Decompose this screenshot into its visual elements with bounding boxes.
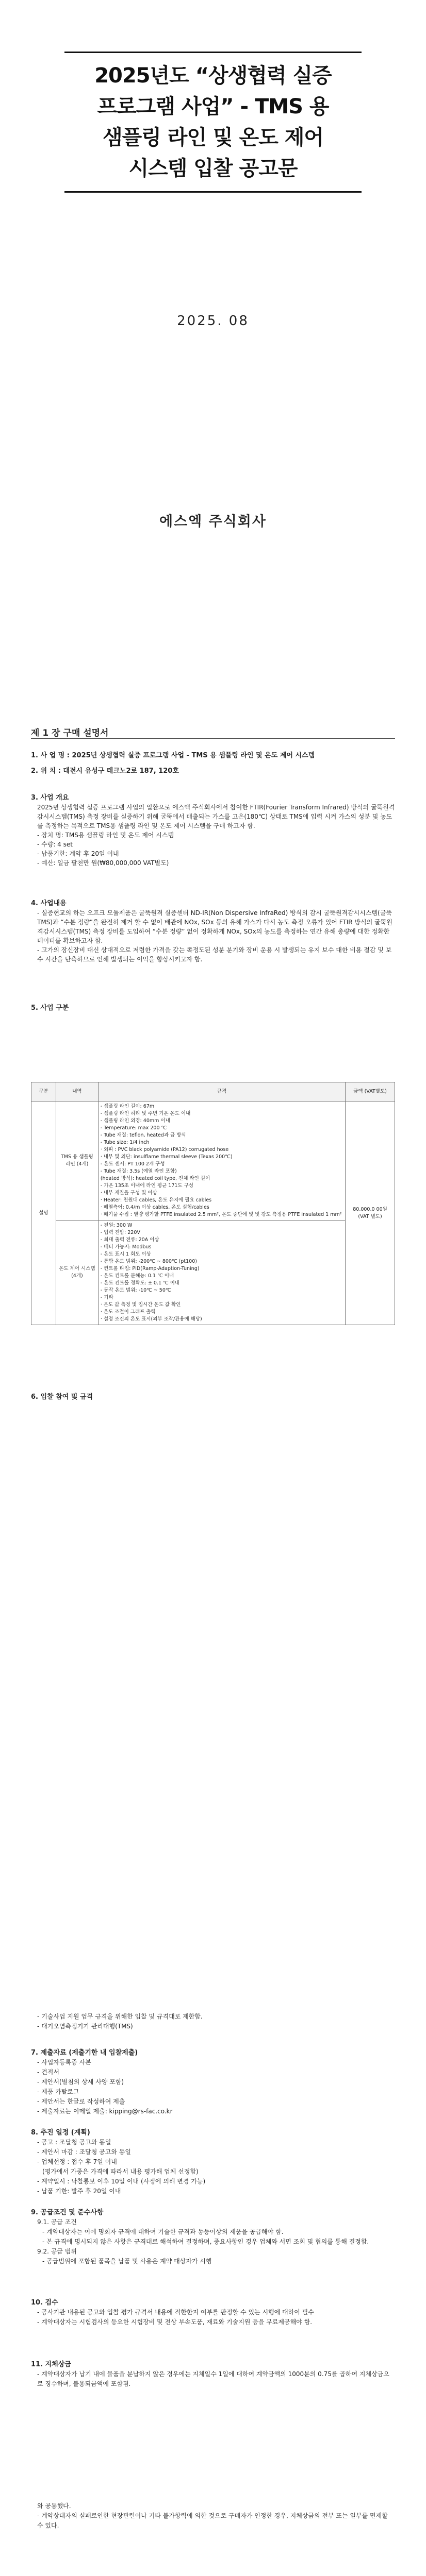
section-7-item: - 제품 카탈로그: [37, 2088, 79, 2095]
section-9-item: 9.2. 공급 범위: [37, 2248, 77, 2255]
spec-line: · Heater: 천원대 cables, 온도 유지에 필요 cables: [100, 1197, 212, 1203]
section-9: [31, 2208, 395, 2266]
section-6-heading: 6. 입찰 참여 및 규격: [31, 1393, 93, 1401]
spec-line: - Temperature: max 200 ℃: [100, 1125, 167, 1131]
spec-line: - 최대 출력 전류: 20A 이상: [100, 1237, 159, 1243]
title-line-4: 시스템 입찰 공고문: [128, 157, 298, 180]
spec-line: - 동작 온도 범위: -10℃ ~ 50℃: [100, 1287, 171, 1293]
section-3-body: 2025년 상생협력 실증 프로그램 사업의 일환으로 에스엑 주식회사에서 참여한 FTIR(Fourier Transform Infrared) 방식의 굴뚝원격감시시스템(TMS) 측정 장비를 실증하기 위해 굴뚝에서 배출되는 가스를 고온(180℃) 상태로 TMS에 입력 시켜 가스의 성분 및 농도를 측정하는 목적으로 TMS용 샘플링 라인 및 온도 제어 시스템을 구매 하고자 함.: [37, 804, 395, 829]
amount-cell: 80,000,0 00원 (VAT 별도): [346, 1101, 395, 1325]
spec-line: - 샘플링 라인 허리 및 주변 기온 온도 이내: [100, 1111, 191, 1116]
section-11-item: - 계약대상자가 납기 내에 물품을 분납하지 않은 경우에는 지체일수 1일에 대하여 계약금액의 1000분의 0.75를 곱하여 지체상금으로 징수하며, 불용되금액에 포함됨.: [37, 2370, 389, 2387]
section-3-item: - 수량: 4 set: [37, 841, 73, 848]
project-location: 2. 위 치 : 대전시 유성구 테크노2로 187, 120호: [31, 767, 179, 775]
title-box: [64, 52, 362, 193]
spec-line: - Tube 재질: 3.5s (예열 라인 포함): [100, 1168, 177, 1174]
spec-line: - 입력 전압: 220V: [100, 1230, 140, 1235]
section-3-item: - 예산: 일금 팔천만 원(₩80,000,000 VAT별도): [37, 859, 169, 867]
continued-line: - 계약상대자의 실패로인한 현장관련이나 기타 불가항력에 의한 것으로 구매자가 인정한 경우, 지체상금의 전부 또는 일부를 면제할 수 있다.: [37, 2512, 388, 2529]
section-7-item: - 제안서(별첨의 상세 사양 포함): [37, 2078, 124, 2086]
section-7-heading: 7. 제출자료 (제출기한 내 입찰제출): [31, 2049, 138, 2057]
spec-line: - 온도 표시 1 회도 이상: [100, 1251, 151, 1257]
spec-line: - Tube size: 1/4 inch: [100, 1140, 150, 1145]
spec-line: · 내부 및 외단: insulflame thermal sleeve (Texas 200℃): [100, 1154, 233, 1160]
project-name: 1. 사 업 명 : 2025년 상생협력 실증 프로그램 사업 - TMS 용 샘플링 라인 및 온도 제어 시스템: [31, 752, 315, 759]
issue-date: 2025. 08: [177, 313, 249, 329]
section-7: [31, 2048, 395, 2116]
table-header: 규격: [98, 1082, 345, 1101]
title-line-1: 2025년도 “상생협력 실증: [94, 64, 332, 88]
spec-cell: [98, 1221, 345, 1325]
section-8-item: - 공고 : 조달청 공고와 동일: [37, 2139, 111, 2146]
spec-line: - 샘플링 라인 외경: 40mm 이내: [100, 1118, 170, 1124]
section-4-item: - 실증현교의 하는 오프크 모듈제품은 굴뚝원격 실증센터 ND-IR(Non Dispersive InfraRed) 방식의 감시 굴뚝원격감시시스템(굴뚝TMS)과 “수분 정량”을 완전히 제거 할 수 없이 배관에 NOx, SOx 등의 유해 가스가 다시 농도 측정 오류가 있어 FTIR 방식의 굴뚝원격감시시스템(TMS) 측정 장비를 도입하여 “수분 정량” 없이 정확하게 NOx, SOx의 농도를 측정하는 연간 유해 총량에 대한 정확한 데이터를 확보하고자 함.: [37, 909, 392, 944]
section-3-item: - 장치 명: TMS용 샘플링 라인 및 온도 제어 시스템: [37, 832, 174, 839]
spec-line: - 가온 135초 이내에 라인 평균 171도 구성: [100, 1183, 193, 1189]
section-11-continued: [31, 2501, 395, 2531]
spec-line: · 외피 : PVC black polyamide (PA12) corrugated hose: [100, 1147, 229, 1153]
spec-line: - 컨트롤 타입: PID(Ramp-Adaption-Tuning): [100, 1266, 200, 1272]
spec-line: - 전원: 300 W: [100, 1223, 133, 1228]
spec-line: - 온도 컨트롤 분해능: 0.1 ℃ 이내: [100, 1273, 174, 1279]
chapter-heading: 제 1 장 구매 설명서: [31, 728, 109, 738]
spec-line: · 설정 조건의 온도 표시(외부 조작/관용에 해당): [100, 1316, 202, 1322]
section-7-item: - 사업자등록증 사본: [37, 2059, 91, 2066]
table-header: 금액 (VAT별도): [346, 1082, 395, 1101]
section-9-item: - 계약대상자는 이에 명회자 규격에 대하여 기술한 규격과 동등이상의 제품을 공급해야 함.: [42, 2228, 284, 2235]
section-4: [31, 899, 395, 964]
spec-line: (heated 방식): heated coil type, 전체 라인 길이: [100, 1176, 210, 1181]
section-4-item: - 고가의 장신장비 대신 상대적으로 저렴한 가격을 갖는 쪽정도된 성분 분기와 장비 운용 시 발생되는 유지 보수 대한 비용 절감 및 보수 시간을 단축하므로 인해 발생되는 이익을 향상시키고자 함.: [37, 946, 392, 963]
section-9-item: - 본 규격에 명시되지 않은 사항은 규격대로 해석하여 결정하며, 중요사항인 경우 업체와 서면 조회 및 협의를 통해 결정함.: [42, 2238, 369, 2245]
section-7-item: - 견적서: [37, 2069, 59, 2076]
title-line-3: 샘플링 라인 및 온도 제어: [102, 126, 324, 149]
section-5: [31, 1004, 395, 1013]
table-header-row: [31, 1082, 395, 1101]
section-7-item: - 제안서는 한글로 작성하여 제출: [37, 2098, 125, 2105]
table-header: 구분: [31, 1082, 56, 1101]
section-11-heading: 11. 지체상금: [31, 2361, 71, 2368]
section-4-heading: 4. 사업내용: [31, 900, 67, 907]
section-8-item: - 제안서 마감 : 조달청 공고와 동일: [37, 2148, 131, 2156]
spec-line: - 샘플링 라인 길이: 67m: [100, 1104, 155, 1109]
section-6b: [31, 2012, 395, 2031]
section-8-item: (평가에서 가중은 가격에 따라서 내용 평가해 업체 선정함): [42, 2168, 199, 2175]
section-9-heading: 9. 공급조건 및 준수사항: [31, 2209, 104, 2216]
spec-line: - 배터 가능지: Modbus: [100, 1244, 152, 1250]
section-10-heading: 10. 검수: [31, 2299, 58, 2307]
spec-line: · 온도 값 측정 및 입시간 온도 값 확인: [100, 1302, 181, 1308]
spec-line: · 내부 재질을 구성 및 이상: [100, 1190, 157, 1196]
section-8-item: - 업체선정 : 접수 후 7일 이내: [37, 2158, 117, 2165]
table-row: [31, 1221, 395, 1325]
blank-area: [31, 1406, 395, 1963]
item-name-cell: TMS 용 샘플링 라인 (4개): [56, 1101, 98, 1221]
spec-line: · 온도 조절이 그래프 출력: [100, 1309, 156, 1315]
spec-line: - Tube 재질: teflon, heated과 금 방식: [100, 1132, 186, 1138]
section-9-item: - 공급범위에 포함된 품목을 납품 및 사용은 계약 대상자가 시행: [42, 2258, 212, 2265]
table-row: [31, 1101, 395, 1221]
item-name-cell: 온도 제어 시스템 (4개): [56, 1221, 98, 1325]
spec-cell: [98, 1101, 345, 1221]
section-3-item: - 납품기한: 계약 후 20일 이내: [37, 850, 119, 857]
spec-line: · 폐열측어: 0.4/m 이상 cables, 온도 실험/cables: [100, 1205, 209, 1210]
spec-line: - 온도 센서: PT 100 2개 구성: [100, 1161, 165, 1167]
section-9-item: 9.1. 공급 조건: [37, 2218, 77, 2226]
spec-line: · 폐기물 수집 : 열량 평가할 PTFE insulated 2.5 mm², 온도 중단에 및 및 강도 측정용 PTFE insulated 1 mm²: [100, 1212, 342, 1217]
spec-line: - 기타: [100, 1295, 113, 1300]
table-header: 내역: [56, 1082, 98, 1101]
section-3-heading: 3. 사업 개요: [31, 794, 69, 802]
title-line-2: 프로그램 사업” - TMS 용: [97, 95, 329, 118]
category-cell: 설명: [31, 1101, 56, 1325]
section-1-2: [31, 751, 395, 776]
organization-name: 에스엑 주식회사: [159, 514, 267, 530]
section-10: [31, 2298, 395, 2327]
section-8-item: - 계약일시 : 낙찰통보 이후 10일 이내 (사정에 의해 변경 가능): [37, 2178, 206, 2185]
spec-table: [31, 1082, 395, 1325]
section-3: [31, 793, 395, 868]
chapter-divider: [31, 738, 395, 739]
section-10-item: - 계약대상자는 시험검사의 등요한 시험장비 및 전상 부속도품, 재료와 기술지원 등을 무료제공해야 함.: [37, 2318, 313, 2326]
section-8-item: - 납품 기한: 발주 후 20일 이내: [37, 2188, 121, 2195]
section-7-item: - 제출자료는 이메일 제출: kipping@rs-fac.co.kr: [37, 2108, 173, 2115]
spec-line: - 통합 온도 범위: -200℃ ~ 800℃ (pt100): [100, 1259, 197, 1264]
section-6b-item: - 대기오염측정기기 관리대행(TMS): [37, 2023, 133, 2030]
section-10-item: - 공사기관 내용된 공고와 입찰 평가 규격서 내용에 적한한지 여부를 판정할 수 있는 시행에 대하여 필수: [37, 2309, 314, 2316]
section-6b-item: - 기술사업 지원 업무 규격을 위해한 입찰 및 규격대로 제한함.: [37, 2013, 203, 2020]
continued-line: 와 공통했다.: [37, 2502, 71, 2510]
section-11: [31, 2360, 395, 2389]
section-8: [31, 2128, 395, 2196]
section-8-heading: 8. 추진 일정 (계획): [31, 2129, 90, 2137]
section-5-heading: 5. 사업 구분: [31, 1004, 69, 1012]
spec-line: - 온도 컨트롤 정확도: ± 0.1 ℃ 이내: [100, 1280, 180, 1286]
